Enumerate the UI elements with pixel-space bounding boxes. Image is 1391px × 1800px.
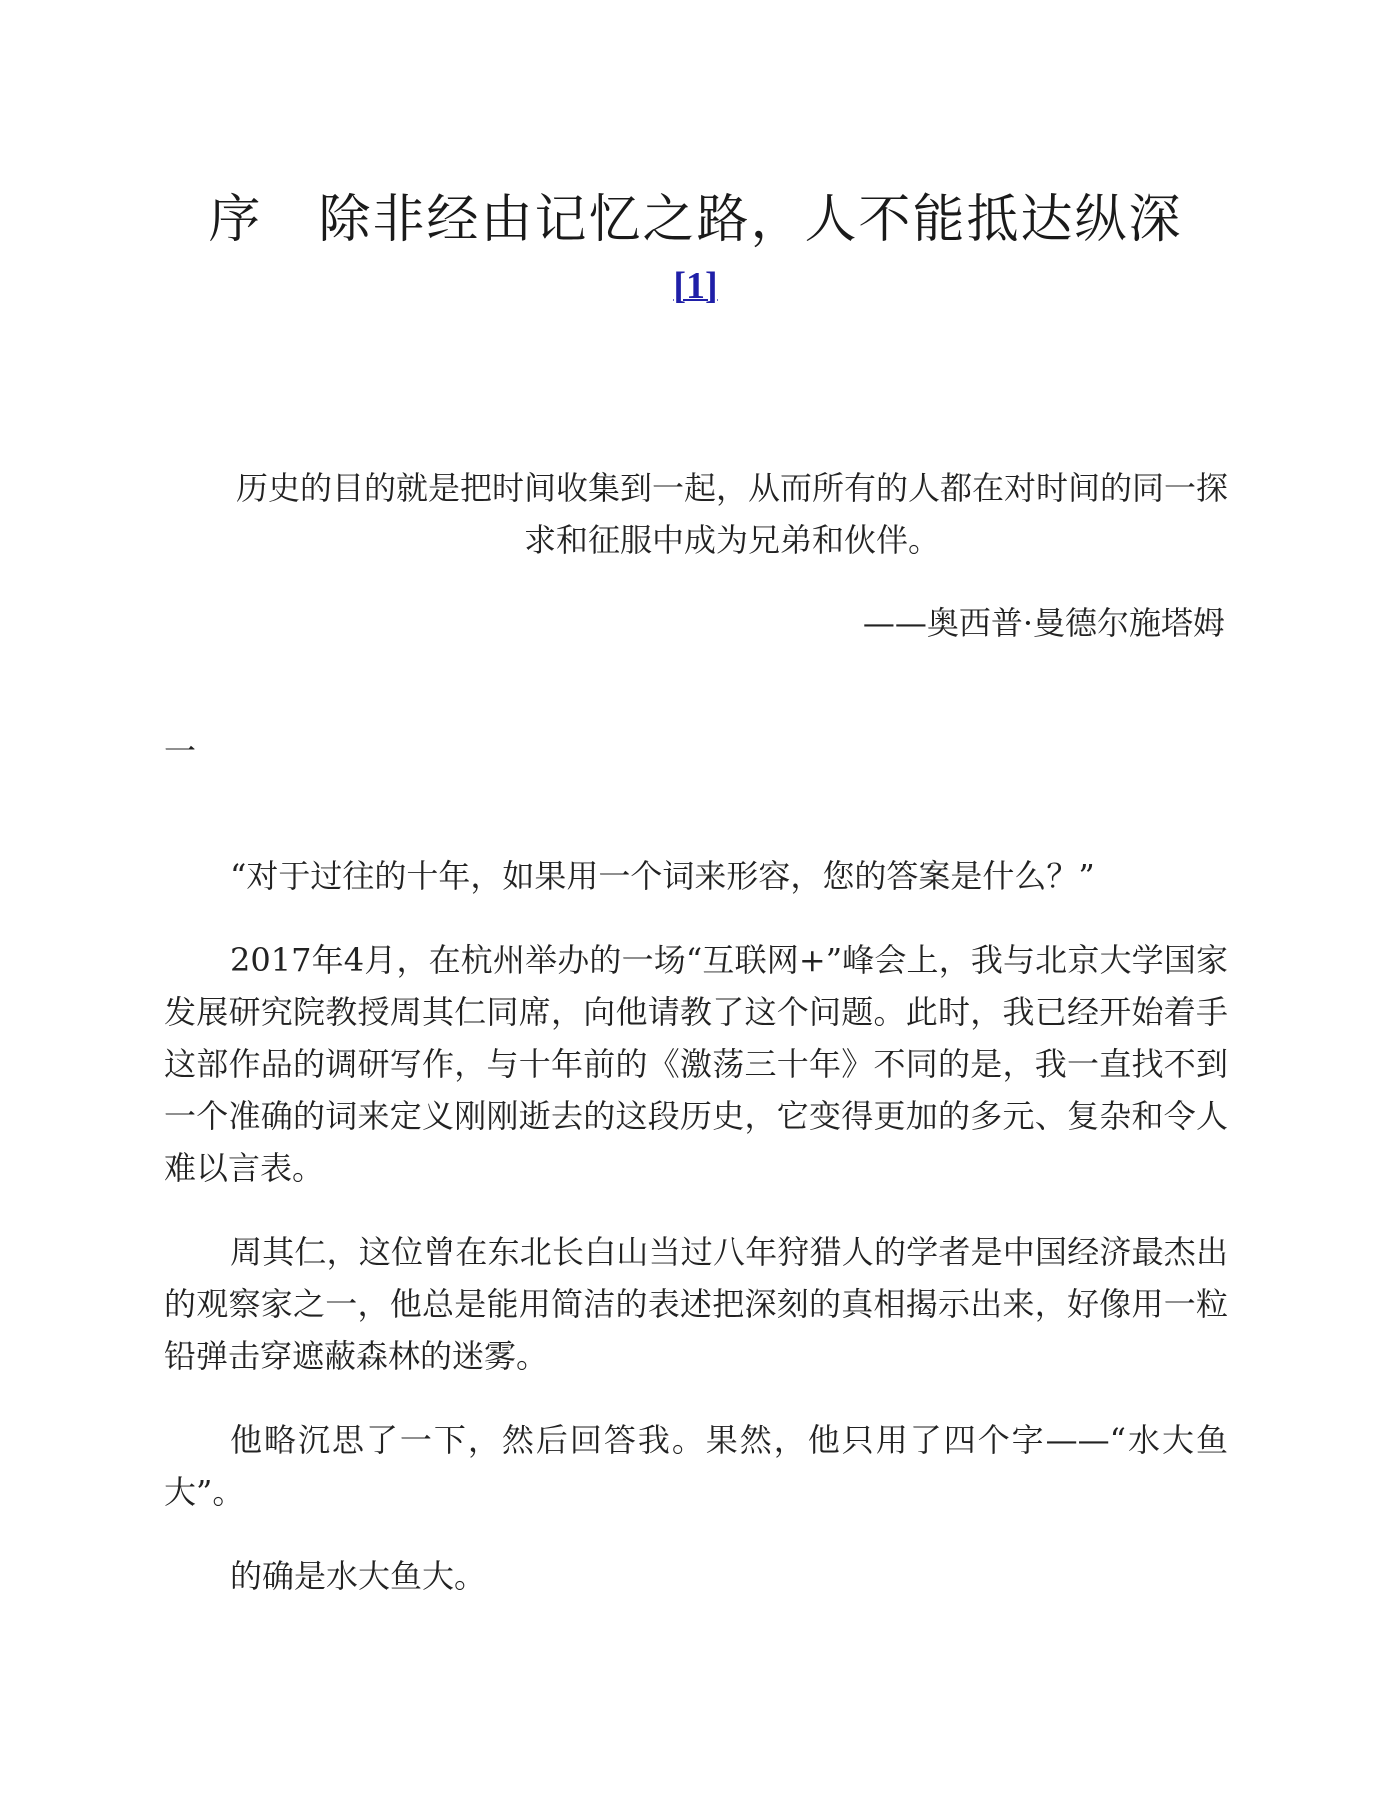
- paragraph: 的确是水大鱼大。: [230, 1557, 487, 1595]
- paragraph: “对于过往的十年，如果用一个词来形容，您的答案是什么？”: [230, 857, 1095, 895]
- footnote-link-1[interactable]: [1]: [673, 265, 718, 307]
- paragraph: 他略沉思了一下，然后回答我。果然，他只用了四个字——“水大鱼大”。: [164, 1421, 1228, 1511]
- chapter-title-text: 除非经由记忆之路，人不能抵达纵深: [318, 190, 1183, 250]
- footnote-reference: [0, 262, 1391, 310]
- paragraph: 2017年4月，在杭州举办的一场“互联网+”峰会上，我与北京大学国家发展研究院教授周其仁同席，向他请教了这个问题。此时，我已经开始着手这部作品的调研写作，与十年前的《激荡三十年》不同的是，我一直找不到一个准确的词来定义刚刚逝去的这段历史，它变得更加的多元、复杂和令人难以言表。: [164, 941, 1228, 1187]
- epigraph-quote: 历史的目的就是把时间收集到一起，从而所有的人都在对时间的同一探求和征服中成为兄弟和伙伴。: [235, 469, 1228, 559]
- section-number: 一: [164, 732, 197, 770]
- chapter-prefix: 序: [208, 190, 263, 250]
- body-text: [164, 850, 1228, 1634]
- epigraph-author: ——奥西普·曼德尔施塔姆: [862, 604, 1225, 642]
- paragraph: 周其仁，这位曾在东北长白山当过八年狩猎人的学者是中国经济最杰出的观察家之一，他总是能用简洁的表述把深刻的真相揭示出来，好像用一粒铅弹击穿遮蔽森林的迷雾。: [164, 1233, 1228, 1375]
- chapter-title: [0, 188, 1391, 252]
